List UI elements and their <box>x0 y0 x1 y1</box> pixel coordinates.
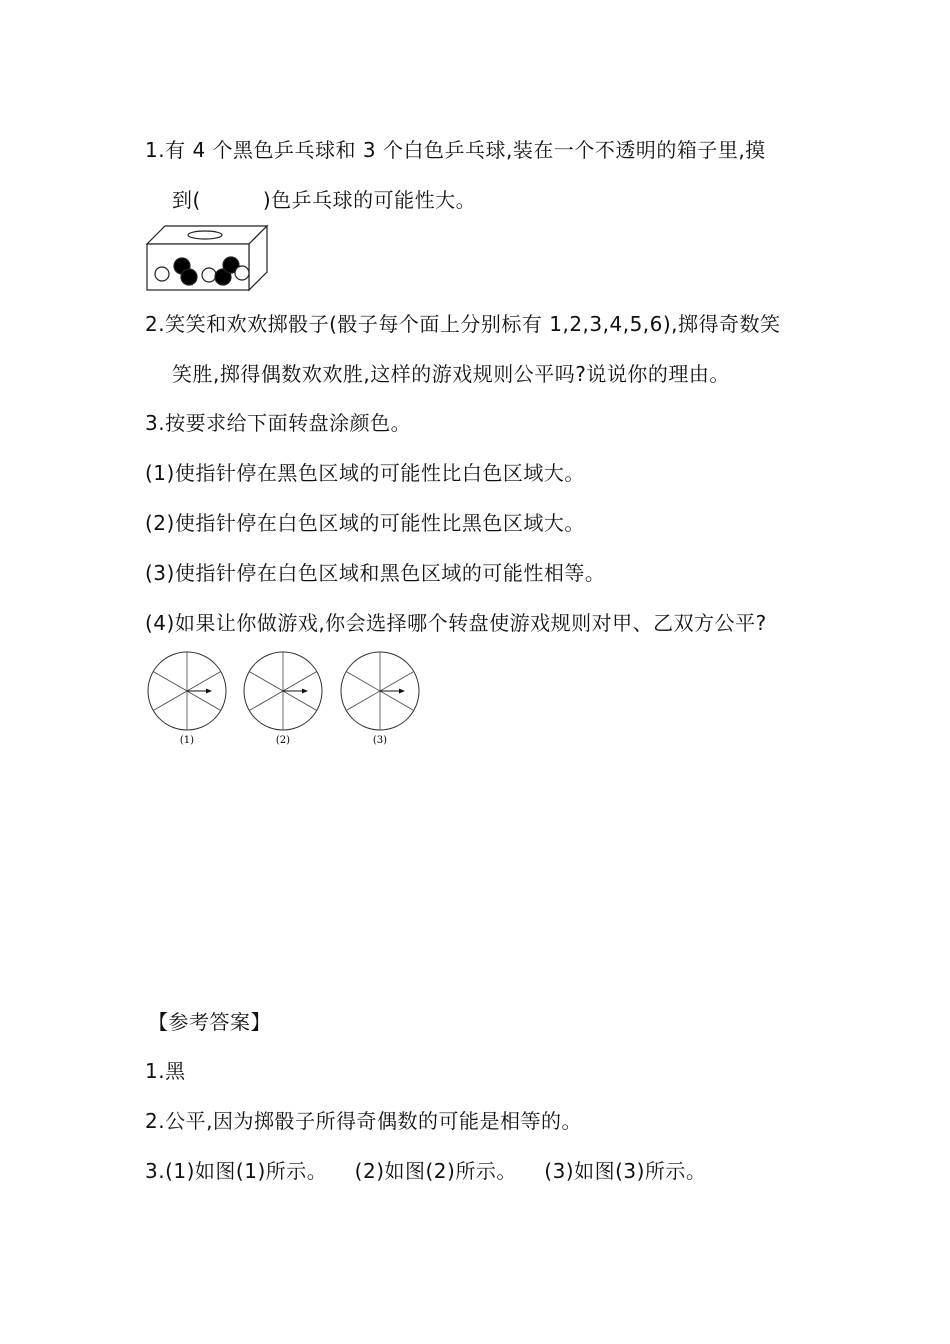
spinner-3 <box>341 652 419 730</box>
spinner-3-label: (3) <box>372 735 388 746</box>
spinner-1-label: (1) <box>179 735 195 746</box>
question-3-4: (4)如果让你做游戏,你会选择哪个转盘使游戏规则对甲、乙双方公平? <box>145 611 767 635</box>
question-3-3: (3)使指针停在白色区域和黑色区域的可能性相等。 <box>145 561 606 585</box>
spinner-2 <box>244 652 322 730</box>
answer-3: 3.(1)如图(1)所示。 (2)如图(2)所示。 (3)如图(3)所示。 <box>145 1159 707 1183</box>
question-2-line-2: 笑胜,掷得偶数欢欢胜,这样的游戏规则公平吗?说说你的理由。 <box>172 362 730 386</box>
answer-2: 2.公平,因为掷骰子所得奇偶数的可能是相等的。 <box>145 1109 582 1133</box>
spinner-1 <box>148 652 226 730</box>
answer-1: 1.黑 <box>145 1059 186 1083</box>
question-3-1: (1)使指针停在黑色区域的可能性比白色区域大。 <box>145 461 585 485</box>
question-3-2: (2)使指针停在白色区域的可能性比黑色区域大。 <box>145 511 585 535</box>
spinner-figures <box>140 645 430 750</box>
question-3: 3.按要求给下面转盘涂颜色。 <box>145 411 412 435</box>
answers-heading: 【参考答案】 <box>148 1010 271 1034</box>
question-1-line-1: 1.有 4 个黑色乒乓球和 3 个白色乒乓球,装在一个不透明的箱子里,摸 <box>145 138 766 162</box>
ball-box-illustration <box>145 224 270 292</box>
question-1-line-2 <box>172 186 476 214</box>
question-1-text-b: )色乒乓球的可能性大。 <box>262 188 477 212</box>
spinner-2-label: (2) <box>275 735 291 746</box>
question-1-text-a: 到( <box>172 188 201 212</box>
question-2-line-1: 2.笑笑和欢欢掷骰子(骰子每个面上分别标有 1,2,3,4,5,6),掷得奇数笑 <box>145 312 781 336</box>
